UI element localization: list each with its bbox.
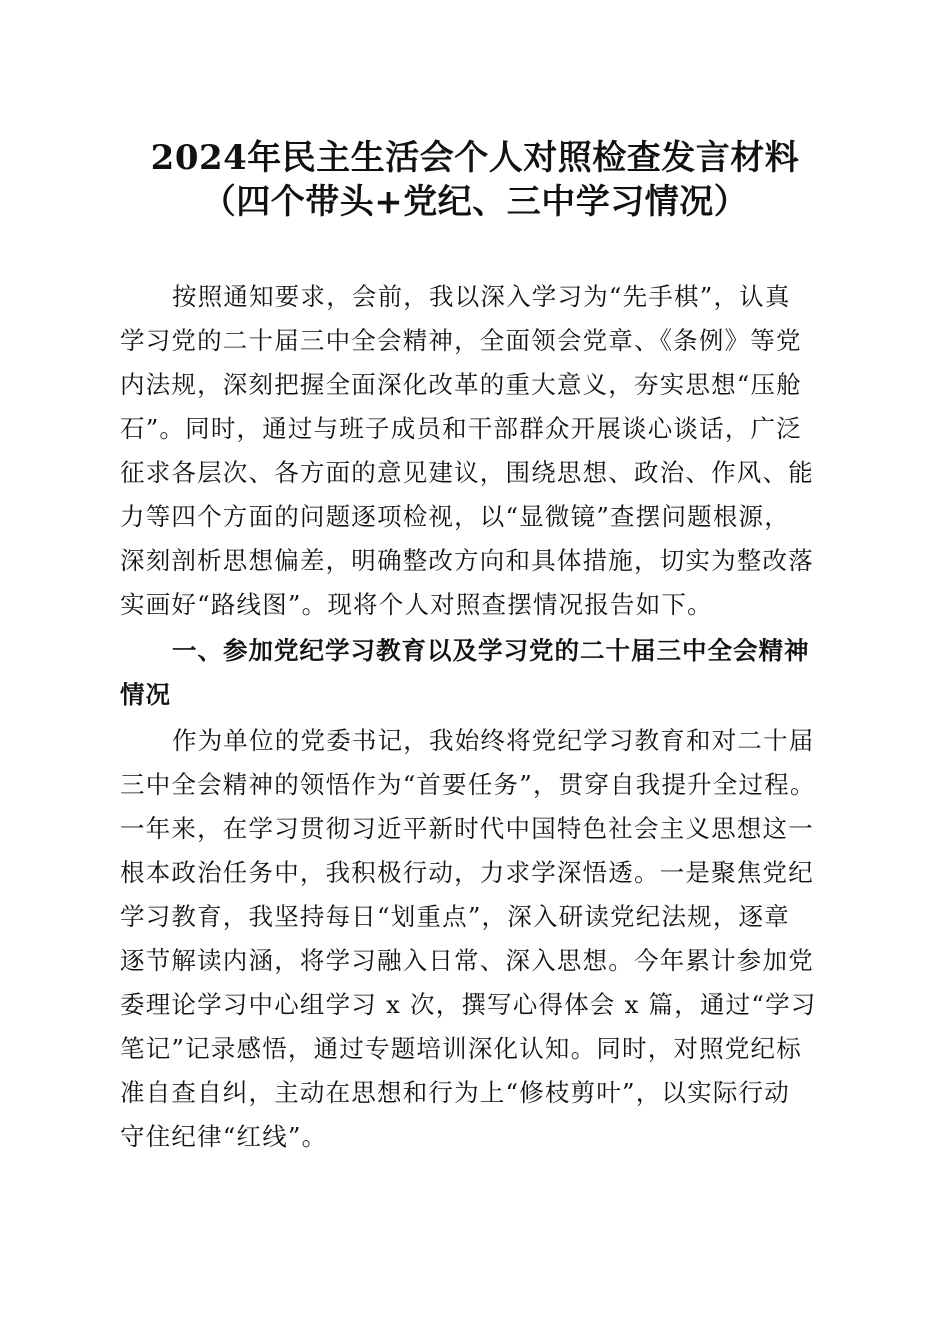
intro-paragraph-line: 石”。同时，通过与班子成员和干部群众开展谈心谈话，广泛 bbox=[120, 414, 802, 443]
section-1-paragraph-line: 三中全会精神的领悟作为“首要任务”，贯穿自我提升全过程。 bbox=[120, 770, 816, 799]
section-1-paragraph-line: 委理论学习中心组学习 x 次，撰写心得体会 x 篇，通过“学习 bbox=[120, 990, 817, 1019]
document-title-line-1: 2024年民主生活会个人对照检查发言材料 bbox=[150, 138, 800, 178]
document-title-line-2: （四个带头+党纪、三中学习情况） bbox=[201, 182, 749, 222]
section-1-paragraph-line: 根本政治任务中，我积极行动，力求学深悟透。一是聚焦党纪 bbox=[120, 858, 814, 887]
intro-paragraph-line: 力等四个方面的问题逐项检视，以“显微镜”查摆问题根源， bbox=[120, 502, 790, 531]
section-1-paragraph-line: 准自查自纠，主动在思想和行为上“修枝剪叶”，以实际行动 bbox=[120, 1078, 790, 1107]
intro-paragraph-line: 内法规，深刻把握全面深化改革的重大意义，夯实思想“压舱 bbox=[120, 370, 802, 399]
intro-paragraph-line: 学习党的二十届三中全会精神，全面领会党章、《条例》等党 bbox=[120, 326, 802, 355]
section-1-heading: 一、参加党纪学习教育以及学习党的二十届三中全会精神 bbox=[172, 636, 810, 665]
intro-paragraph-line: 实画好“路线图”。现将个人对照查摆情况报告如下。 bbox=[120, 590, 713, 619]
section-1-paragraph-line: 笔记”记录感悟，通过专题培训深化认知。同时，对照党纪标 bbox=[120, 1034, 802, 1063]
section-1-paragraph-line: 逐节解读内涵，将学习融入日常、深入思想。今年累计参加党 bbox=[120, 946, 814, 975]
section-1-paragraph-line: 作为单位的党委书记，我始终将党纪学习教育和对二十届 bbox=[172, 726, 815, 755]
intro-paragraph-line: 按照通知要求，会前，我以深入学习为“先手棋”，认真 bbox=[172, 282, 791, 311]
section-1-paragraph-line: 一年来，在学习贯彻习近平新时代中国特色社会主义思想这一 bbox=[120, 814, 814, 843]
intro-paragraph-line: 深刻剖析思想偏差，明确整改方向和具体措施，切实为整改落 bbox=[120, 546, 814, 575]
section-1-paragraph-line: 学习教育，我坚持每日“划重点”，深入研读党纪法规，逐章 bbox=[120, 902, 790, 931]
section-1-heading: 情况 bbox=[120, 680, 171, 709]
intro-paragraph-line: 征求各层次、各方面的意见建议，围绕思想、政治、作风、能 bbox=[120, 458, 814, 487]
section-1-paragraph-line: 守住纪律“红线”。 bbox=[120, 1122, 328, 1151]
